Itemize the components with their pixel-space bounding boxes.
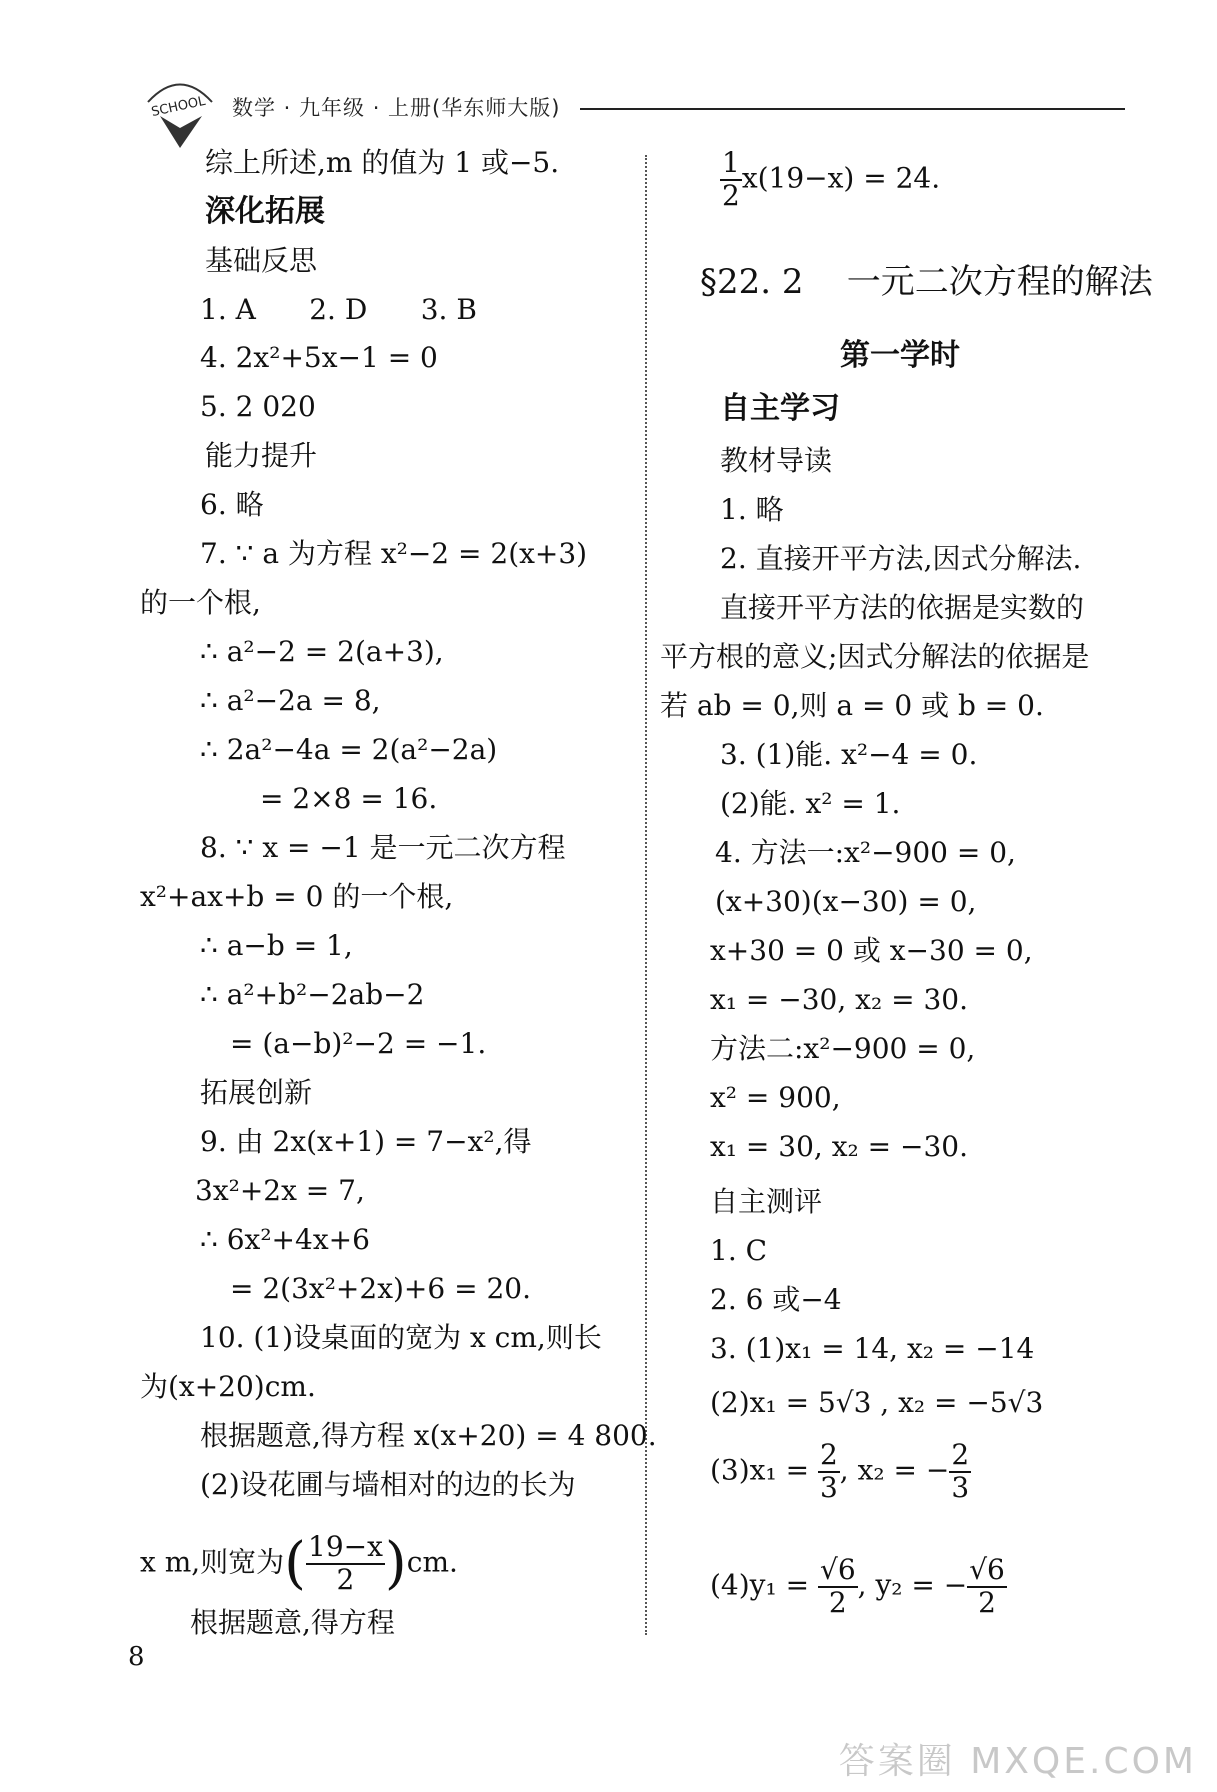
fraction-denominator: 2 [336,1562,355,1596]
fraction-numerator: 2 [951,1438,970,1471]
ceping-answer-3-3 [710,1440,971,1504]
paren-right: ) [384,1530,407,1596]
ceping-answer-3-2: (2)x₁ = 5√3 , x₂ = −5√3 [710,1386,1044,1419]
answer-7-line3: ∴ a²−2 = 2(a+3), [200,635,444,668]
answer-8-line2: x²+ax+b = 0 的一个根, [140,880,454,913]
answer-8-line4: ∴ a²+b²−2ab−2 [200,978,425,1011]
fraction-denominator: 2 [722,178,740,212]
right-answer-2: 2. 直接开平方法,因式分解法. [720,542,1082,575]
ceping-answer-3-1: 3. (1)x₁ = 14, x₂ = −14 [710,1332,1035,1365]
fraction-numerator: 2 [819,1438,838,1471]
right-answer-2-exp1: 直接开平方法的依据是实数的 [720,591,1085,624]
fraction-denominator: 3 [951,1470,970,1504]
answer-10-line2: 为(x+20)cm. [140,1370,316,1403]
q3-4-lead: (4)y₁ = [710,1568,810,1602]
watermark: 答案圈 MXQE.COM [838,1741,1197,1782]
answer-9-line3: ∴ 6x²+4x+6 [200,1223,370,1256]
answer-10-line6: 根据题意,得方程 [190,1606,395,1639]
fraction-numerator: 1 [722,146,740,179]
q3-3-lead: (3)x₁ = [710,1453,810,1487]
right-answer-4-line6: x² = 900, [710,1081,841,1114]
answer-10-line1: 10. (1)设桌面的宽为 x cm,则长 [200,1321,602,1354]
subheading-jichu-fansi: 基础反思 [205,244,318,277]
school-logo [140,72,220,152]
section-title: §22. 2 一元二次方程的解法 [700,262,1153,302]
heading-zizhu-xuexi: 自主学习 [720,391,840,426]
fraction-sqrt6-over-2-neg [967,1555,1007,1619]
subheading-tuozhan-chuangxin: 拓展创新 [200,1076,313,1109]
answer-10-line5-unit: cm. [406,1545,458,1579]
fraction-2-over-3 [818,1440,840,1504]
fraction-2-over-3-neg [949,1440,971,1504]
ceping-answer-2: 2. 6 或−4 [710,1283,842,1316]
subheading-zizhu-ceping: 自主测评 [710,1185,823,1218]
fraction-denominator: 3 [819,1470,838,1504]
answer-10-line4: (2)设花圃与墙相对的边的长为 [200,1468,576,1501]
column-divider [645,155,647,1635]
ceping-answer-3-4 [710,1555,1007,1619]
right-answer-4-line2: (x+30)(x−30) = 0, [715,885,977,918]
answer-8-line5: = (a−b)²−2 = −1. [230,1027,487,1060]
answer-7-line6: = 2×8 = 16. [260,782,438,815]
right-answer-3-2: (2)能. x² = 1. [720,787,901,820]
right-answer-4-line1: 4. 方法一:x²−900 = 0, [715,836,1016,869]
paren-left: ( [284,1530,307,1596]
fraction-numerator: 19−x [308,1530,383,1563]
answer-4: 4. 2x²+5x−1 = 0 [200,341,438,374]
answer-9-line1: 9. 由 2x(x+1) = 7−x²,得 [200,1125,532,1158]
answer-7-line5: ∴ 2a²−4a = 2(a²−2a) [200,733,498,766]
answer-10-line5-text: x m,则宽为 [140,1545,285,1579]
subheading-jiaocai-daodu: 教材导读 [720,444,833,477]
ceping-answer-1: 1. C [710,1234,768,1267]
header-title: 数学 · 九年级 · 上册(华东师大版) [232,96,561,120]
answer-8-line1: 8. ∵ x = −1 是一元二次方程 [200,831,566,864]
answer-9-line4: = 2(3x²+2x)+6 = 20. [230,1272,531,1305]
fraction-denominator: 2 [978,1585,996,1619]
answer-8-line3: ∴ a−b = 1, [200,929,353,962]
right-top-expr: x(19−x) = 24. [741,161,941,195]
answer-7-line1: 7. ∵ a 为方程 x²−2 = 2(x+3) [200,537,588,570]
right-top-equation [720,148,940,212]
right-answer-4-line4: x₁ = −30, x₂ = 30. [710,983,968,1016]
left-line-0: 综上所述,m 的值为 1 或−5. [205,146,560,179]
q3-3-mid: , x₂ = − [839,1453,950,1487]
answer-9-line2: 3x²+2x = 7, [195,1174,365,1207]
subheading-nengli-tisheng: 能力提升 [205,439,318,472]
answer-10-line3: 根据题意,得方程 x(x+20) = 4 800. [200,1419,657,1452]
right-answer-4-line3: x+30 = 0 或 x−30 = 0, [710,934,1033,967]
fraction-19-x-over-2 [306,1532,385,1596]
answer-7-line4: ∴ a²−2a = 8, [200,684,381,717]
lesson-title: 第一学时 [840,338,960,373]
answer-7-line2: 的一个根, [140,586,261,619]
answer-10-line5 [140,1532,458,1596]
answer-1-3: 1. A 2. D 3. B [200,293,477,326]
svg-text:SCHOOL: SCHOOL [150,93,207,120]
fraction-numerator: √6 [819,1553,856,1586]
right-answer-2-exp3: 若 ab = 0,则 a = 0 或 b = 0. [660,689,1044,722]
fraction-denominator: 2 [828,1585,847,1619]
fraction-numerator: √6 [969,1553,1005,1586]
header-rule [580,108,1125,110]
heading-shenhua-tuozhan: 深化拓展 [205,194,325,229]
fraction-sqrt6-over-2 [818,1555,858,1619]
right-answer-4-line7: x₁ = 30, x₂ = −30. [710,1130,968,1163]
right-answer-2-exp2: 平方根的意义;因式分解法的依据是 [660,640,1090,673]
fraction-1-over-2 [720,148,742,212]
q3-4-mid: , y₂ = − [857,1568,968,1602]
page-number: 8 [128,1642,145,1672]
right-answer-4-line5: 方法二:x²−900 = 0, [710,1032,976,1065]
right-answer-1: 1. 略 [720,493,784,526]
answer-5: 5. 2 020 [200,390,316,423]
answer-6: 6. 略 [200,488,264,521]
right-answer-3-1: 3. (1)能. x²−4 = 0. [720,738,978,771]
